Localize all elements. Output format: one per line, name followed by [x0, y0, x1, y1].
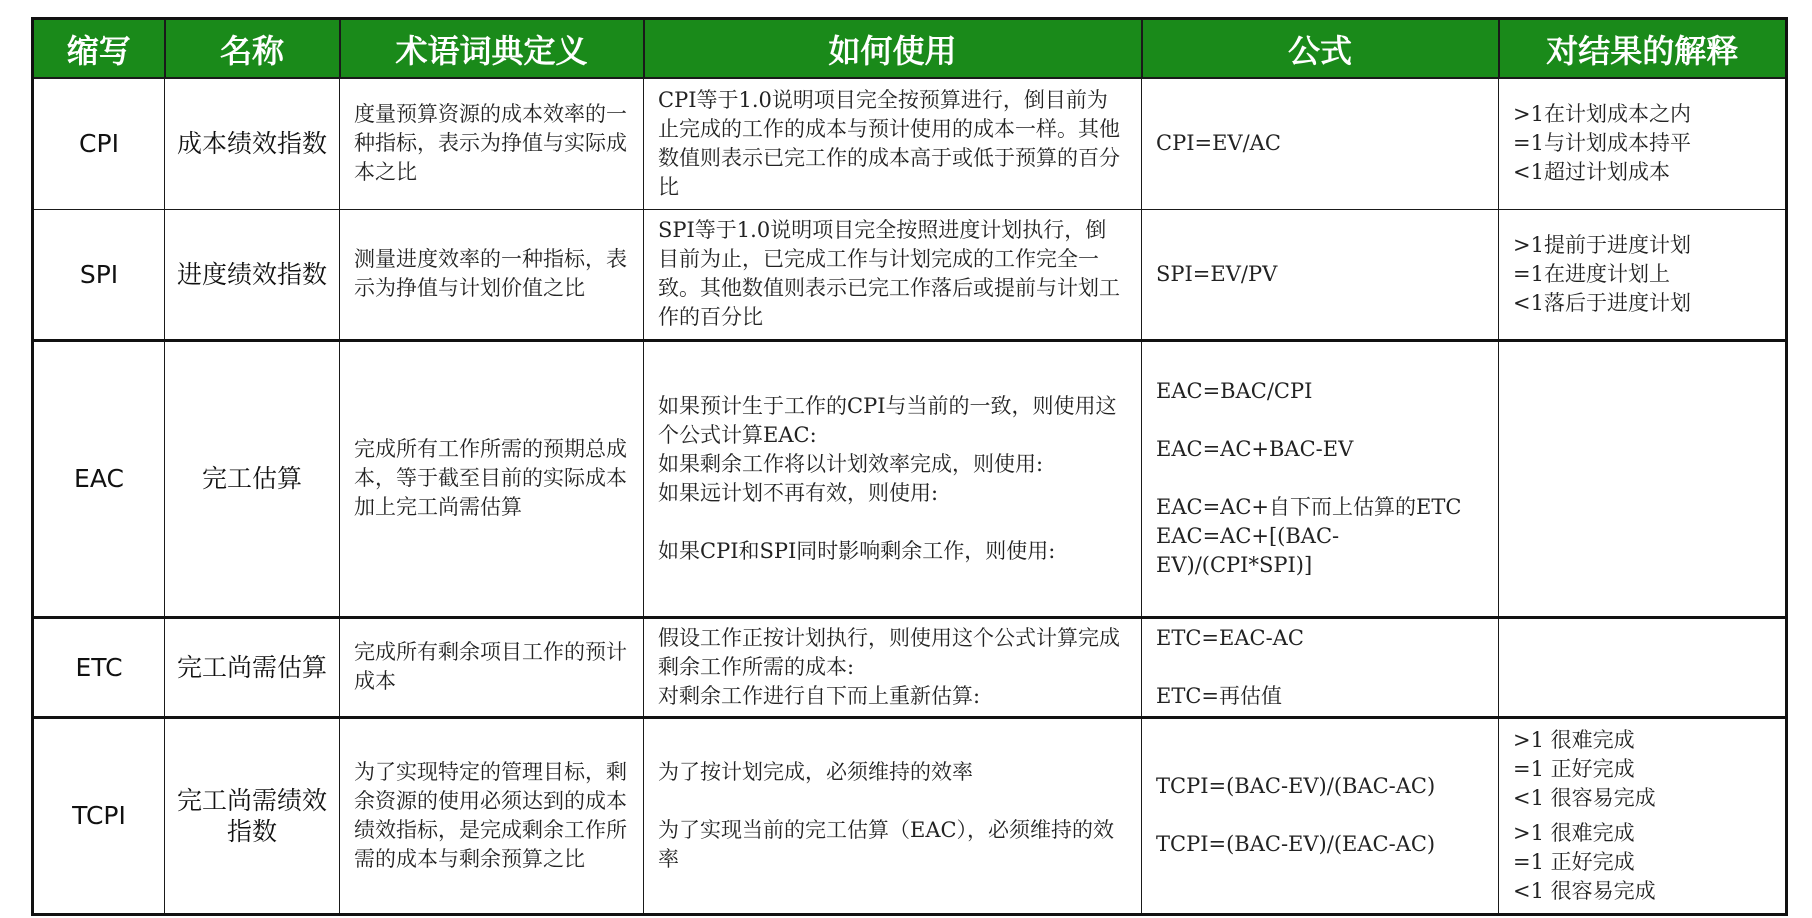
formula-line: [1156, 801, 1484, 830]
interpretation-line: =1在进度计划上: [1513, 261, 1670, 286]
table-row-spi: [33, 209, 1787, 340]
formula-line: [1156, 406, 1484, 435]
formula-cell: [1142, 717, 1499, 914]
formula-cell: [1142, 617, 1499, 717]
usage-line: 如果CPI和SPI同时影响剩余工作，则使用:: [658, 538, 1056, 563]
formula-line: EAC=AC+自下而上估算的ETC: [1156, 495, 1462, 519]
header-formula: 公式: [1142, 19, 1499, 79]
abbr-cell: TCPI: [33, 717, 165, 914]
formula-line: ETC=EAC-AC: [1156, 625, 1304, 650]
table-row-cpi: [33, 78, 1787, 209]
interpretation-line: =1 正好完成: [1513, 756, 1635, 781]
formula-line: ETC=再估值: [1156, 683, 1282, 708]
formula-line: TCPI=(BAC-EV)/(BAC-AC): [1156, 774, 1436, 798]
name-cell: 成本绩效指数: [165, 78, 340, 209]
formula-cell: [1142, 340, 1499, 617]
name-cell: 完工尚需绩效指数: [165, 717, 340, 914]
table-row-eac: [33, 340, 1787, 617]
usage-cell: CPI等于1.0说明项目完全按预算进行，倒目前为止完成的工作的成本与预计使用的成本一样。其他数值则表示已完工作的成本高于或低于预算的百分比: [644, 78, 1142, 209]
usage-cell: [644, 717, 1142, 914]
header-how-to-use: 如何使用: [644, 19, 1142, 79]
earned-value-metrics-table: [31, 17, 1788, 916]
usage-line: [658, 508, 1127, 537]
usage-line: 为了实现当前的完工估算（EAC），必须维持的效率: [658, 817, 1115, 871]
abbr-cell: EAC: [33, 340, 165, 617]
formula-line: EAC=AC+[(BAC-EV)/(CPI*SPI)]: [1156, 524, 1340, 577]
usage-cell: [644, 340, 1142, 617]
interpretation-line: >1提前于进度计划: [1513, 232, 1691, 257]
interpretation-cell: [1499, 340, 1787, 617]
header-abbreviation: 缩写: [33, 19, 165, 79]
header-interpretation: 对结果的解释: [1499, 19, 1787, 79]
abbr-cell: ETC: [33, 617, 165, 717]
interpretation-line: <1 很容易完成: [1513, 785, 1656, 810]
interpretation-line: <1落后于进度计划: [1513, 290, 1691, 315]
interpretation-line: >1 很难完成: [1513, 820, 1635, 845]
header-name: 名称: [165, 19, 340, 79]
interpretation-line: =1 正好完成: [1513, 849, 1635, 874]
interpretation-line: >1 很难完成: [1513, 727, 1635, 752]
definition-cell: 完成所有剩余项目工作的预计成本: [340, 617, 644, 717]
interpretation-line: >1在计划成本之内: [1513, 102, 1691, 127]
name-cell: 进度绩效指数: [165, 209, 340, 340]
table-row-tcpi: [33, 717, 1787, 914]
definition-cell: 为了实现特定的管理目标，剩余资源的使用必须达到的成本绩效指标，是完成剩余工作所需的成本与剩余预算之比: [340, 717, 644, 914]
abbr-cell: CPI: [33, 78, 165, 209]
usage-line: 如果预计生于工作的CPI与当前的一致，则使用这个公式计算EAC:: [658, 393, 1117, 447]
interpretation-line: <1 很容易完成: [1513, 878, 1656, 903]
header-row: [33, 19, 1787, 79]
usage-line: 如果剩余工作将以计划效率完成，则使用:: [658, 451, 1044, 476]
formula-line: SPI=EV/PV: [1156, 261, 1278, 286]
usage-line: 对剩余工作进行自下而上重新估算:: [658, 683, 981, 708]
usage-cell: [644, 617, 1142, 717]
formula-line: [1156, 464, 1484, 493]
formula-line: CPI=EV/AC: [1156, 131, 1281, 156]
metrics-table-container: [31, 17, 1785, 916]
formula-cell: [1142, 209, 1499, 340]
usage-line: 如果远计划不再有效，则使用:: [658, 480, 939, 505]
interpretation-cell: [1499, 209, 1787, 340]
usage-line: [658, 787, 1127, 816]
name-cell: 完工估算: [165, 340, 340, 617]
definition-cell: 测量进度效率的一种指标，表示为挣值与计划价值之比: [340, 209, 644, 340]
formula-line: [1156, 653, 1484, 682]
interpretation-cell: [1499, 617, 1787, 717]
header-glossary-definition: 术语词典定义: [340, 19, 644, 79]
usage-line: 为了按计划完成，必须维持的效率: [658, 759, 973, 784]
table-row-etc: [33, 617, 1787, 717]
definition-cell: 完成所有工作所需的预期总成本，等于截至目前的实际成本加上完工尚需估算: [340, 340, 644, 617]
definition-cell: 度量预算资源的成本效率的一种指标，表示为挣值与实际成本之比: [340, 78, 644, 209]
formula-line: TCPI=(BAC-EV)/(EAC-AC): [1156, 832, 1436, 856]
formula-line: EAC=AC+BAC-EV: [1156, 437, 1354, 461]
formula-line: EAC=BAC/CPI: [1156, 379, 1313, 403]
abbr-cell: SPI: [33, 209, 165, 340]
usage-line: 假设工作正按计划执行，则使用这个公式计算完成剩余工作所需的成本:: [658, 625, 1120, 679]
formula-cell: [1142, 78, 1499, 209]
interpretation-line: <1超过计划成本: [1513, 160, 1670, 185]
interpretation-line: =1与计划成本持平: [1513, 131, 1691, 156]
name-cell: 完工尚需估算: [165, 617, 340, 717]
interpretation-cell: [1499, 717, 1787, 914]
usage-cell: SPI等于1.0说明项目完全按照进度计划执行，倒目前为止，已完成工作与计划完成的工作完全一致。其他数值则表示已完工作落后或提前与计划工作的百分比: [644, 209, 1142, 340]
interpretation-cell: [1499, 78, 1787, 209]
